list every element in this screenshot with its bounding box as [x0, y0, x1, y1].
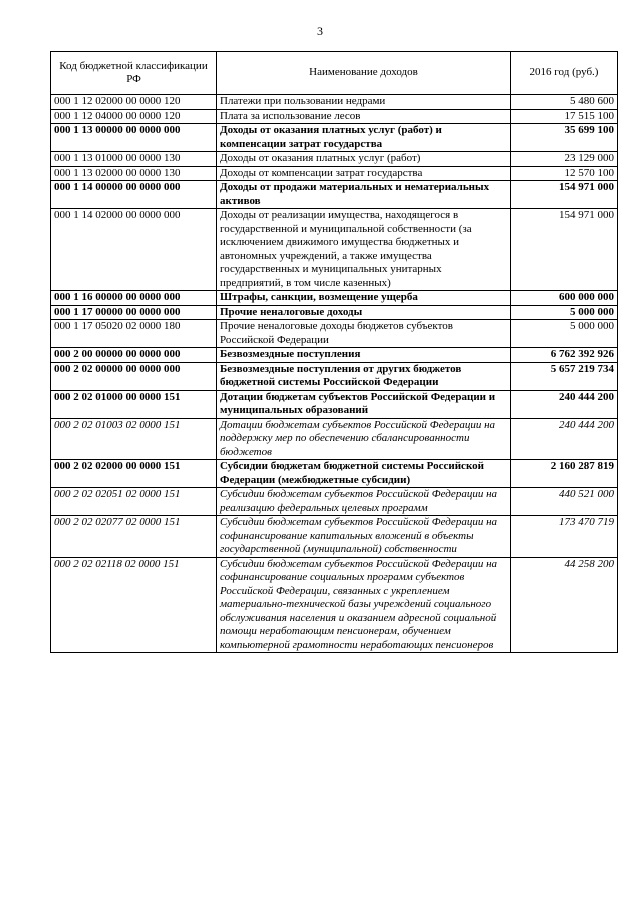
table-row: [51, 320, 618, 348]
row-amount: 35 699 100: [511, 124, 618, 152]
header-name: Наименование доходов: [217, 52, 511, 95]
row-amount: 5 000 000: [511, 320, 618, 348]
header-code: Код бюджетной классификации РФ: [51, 52, 217, 95]
row-name: Штрафы, санкции, возмещение ущерба: [217, 291, 511, 306]
row-code: 000 2 00 00000 00 0000 000: [51, 348, 217, 363]
row-name: Доходы от оказания платных услуг (работ): [217, 152, 511, 167]
row-amount: 154 971 000: [511, 209, 618, 291]
row-amount: 6 762 392 926: [511, 348, 618, 363]
table-row: [51, 390, 618, 418]
row-amount: 5 480 600: [511, 95, 618, 110]
row-amount: 12 570 100: [511, 166, 618, 181]
row-name: Дотации бюджетам субъектов Российской Федерации на поддержку мер по обеспечению сбалансированности бюджетов: [217, 418, 511, 460]
table-row: [51, 291, 618, 306]
table-row: [51, 516, 618, 558]
row-name: Безвозмездные поступления от других бюджетов бюджетной системы Российской Федерации: [217, 362, 511, 390]
row-code: 000 1 16 00000 00 0000 000: [51, 291, 217, 306]
page-number: 3: [317, 24, 323, 38]
table-row: [51, 348, 618, 363]
row-code: 000 2 02 02118 02 0000 151: [51, 557, 217, 653]
row-code: 000 1 12 04000 00 0000 120: [51, 109, 217, 124]
row-name: Плата за использование лесов: [217, 109, 511, 124]
row-amount: 240 444 200: [511, 390, 618, 418]
table-row: [51, 109, 618, 124]
row-code: 000 1 14 02000 00 0000 000: [51, 209, 217, 291]
row-code: 000 1 14 00000 00 0000 000: [51, 181, 217, 209]
row-amount: 240 444 200: [511, 418, 618, 460]
row-amount: 440 521 000: [511, 488, 618, 516]
row-code: 000 2 02 01000 00 0000 151: [51, 390, 217, 418]
row-amount: 2 160 287 819: [511, 460, 618, 488]
row-code: 000 2 02 02077 02 0000 151: [51, 516, 217, 558]
table-row: [51, 181, 618, 209]
row-name: Доходы от оказания платных услуг (работ) и компенсации затрат государства: [217, 124, 511, 152]
table-header-row: [51, 52, 618, 95]
row-name: Безвозмездные поступления: [217, 348, 511, 363]
table-row: [51, 488, 618, 516]
row-name: Субсидии бюджетам субъектов Российской Федерации на софинансирование социальных программ субъектов Российской Федерации, связанных с укреплением материально-технической базы учреждений социального обслуживания населения и оказанием адресной социальной помощи неработающим пенсионерам, обучением компьютерной грамотности неработающих пенсионеров: [217, 557, 511, 653]
table-row: [51, 362, 618, 390]
row-code: 000 1 13 02000 00 0000 130: [51, 166, 217, 181]
row-amount: 154 971 000: [511, 181, 618, 209]
row-code: 000 1 17 00000 00 0000 000: [51, 305, 217, 320]
row-name: Прочие неналоговые доходы бюджетов субъектов Российской Федерации: [217, 320, 511, 348]
row-name: Платежи при пользовании недрами: [217, 95, 511, 110]
table-row: [51, 209, 618, 291]
table-row: [51, 557, 618, 653]
row-amount: 600 000 000: [511, 291, 618, 306]
row-name: Субсидии бюджетам бюджетной системы Российской Федерации (межбюджетные субсидии): [217, 460, 511, 488]
revenue-table: [50, 51, 618, 653]
row-code: 000 1 12 02000 00 0000 120: [51, 95, 217, 110]
row-code: 000 2 02 02000 00 0000 151: [51, 460, 217, 488]
table-row: [51, 152, 618, 167]
row-amount: 5 657 219 734: [511, 362, 618, 390]
row-name: Субсидии бюджетам субъектов Российской Федерации на реализацию федеральных целевых программ: [217, 488, 511, 516]
table-row: [51, 418, 618, 460]
row-amount: 17 515 100: [511, 109, 618, 124]
row-code: 000 1 13 01000 00 0000 130: [51, 152, 217, 167]
row-amount: 23 129 000: [511, 152, 618, 167]
row-name: Дотации бюджетам субъектов Российской Федерации и муниципальных образований: [217, 390, 511, 418]
row-amount: 173 470 719: [511, 516, 618, 558]
row-code: 000 1 13 00000 00 0000 000: [51, 124, 217, 152]
table-row: [51, 95, 618, 110]
row-code: 000 1 17 05020 02 0000 180: [51, 320, 217, 348]
header-amount: 2016 год (руб.): [511, 52, 618, 95]
table-row: [51, 305, 618, 320]
table-row: [51, 460, 618, 488]
row-code: 000 2 02 02051 02 0000 151: [51, 488, 217, 516]
row-name: Субсидии бюджетам субъектов Российской Федерации на софинансирование капитальных вложений в объекты государственной (муниципальной) собственности: [217, 516, 511, 558]
table-row: [51, 124, 618, 152]
row-name: Доходы от реализации имущества, находящегося в государственной и муниципальной собственности (за исключением движимого имущества бюджетных и автономных учреждений, а также имущества государственных и муниципальных унитарных предприятий, в том числе казенных): [217, 209, 511, 291]
row-code: 000 2 02 01003 02 0000 151: [51, 418, 217, 460]
row-name: Доходы от компенсации затрат государства: [217, 166, 511, 181]
row-code: 000 2 02 00000 00 0000 000: [51, 362, 217, 390]
row-amount: 5 000 000: [511, 305, 618, 320]
table-row: [51, 166, 618, 181]
row-name: Доходы от продажи материальных и нематериальных активов: [217, 181, 511, 209]
row-name: Прочие неналоговые доходы: [217, 305, 511, 320]
row-amount: 44 258 200: [511, 557, 618, 653]
